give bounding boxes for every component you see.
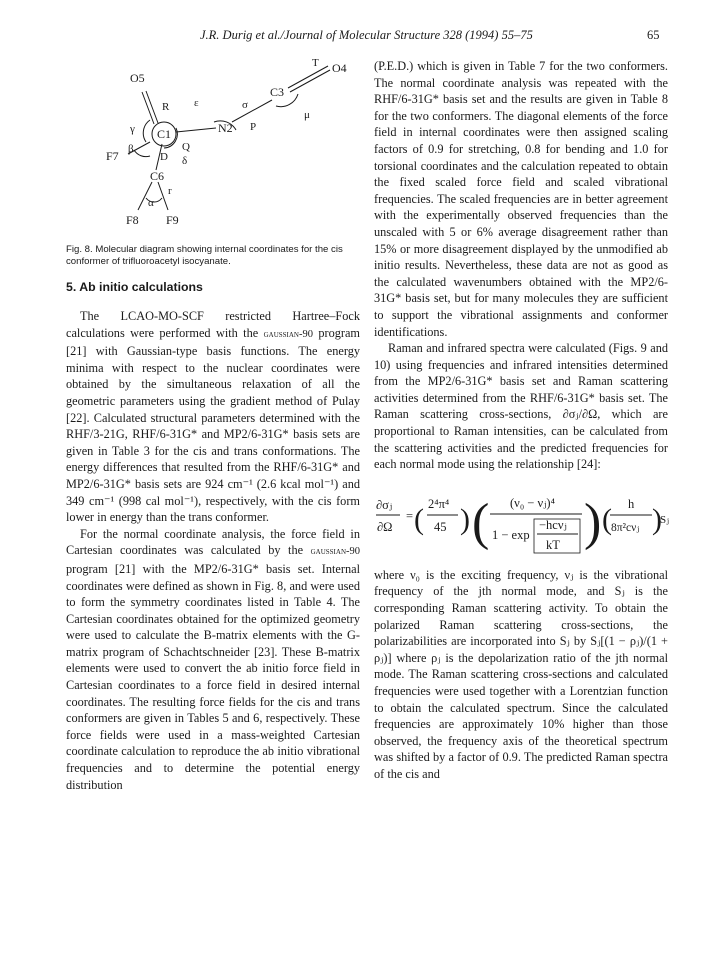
coord-delta: δ	[182, 155, 188, 167]
coord-t: T	[312, 57, 319, 69]
paragraph: where ν₀ is the exciting frequency, νⱼ is the vibrational frequency of the jth normal mode, and Sⱼ is the corresponding Raman scattering activity. To obtain the polarized Raman scattering cross-sections, the polarizabilities are incorporated into Sⱼ by Sⱼ[(1 − ρⱼ)/(1 + ρⱼ)] where ρⱼ is the depolarization ratio of the jth normal mode. The Raman scattering cross-sections and calculated frequencies were used together with a Lorentzian function to obtain the calculated spectrum. Since the calculated frequencies are approximately 10% higher than those observed, the frequency axis of the theoretical spectrum was shifted by a factor of 0.9. The predicted Raman spectra of the cis and	[374, 567, 668, 781]
coord-epsilon: ε	[194, 97, 199, 109]
f2-inner-numerator: −hcνⱼ	[539, 517, 567, 532]
equals-sign: =	[406, 508, 414, 523]
scattering-activity: Sⱼ	[660, 513, 670, 526]
paragraph-text: For the normal coordinate analysis, the force field in Cartesian coordinates was calculated by the	[66, 526, 360, 558]
paren-open-2: (	[472, 493, 490, 551]
bond-c1-n2	[176, 128, 216, 132]
left-column	[66, 58, 360, 793]
paren-close-1: )	[460, 502, 470, 536]
paren-open-1: (	[414, 502, 424, 536]
f3-denominator: 8π²cνⱼ	[611, 521, 640, 534]
bond-c6-f9	[158, 182, 168, 210]
paren-close-3: )	[652, 502, 662, 536]
program-name: gaussian-90	[310, 546, 360, 558]
page-number: 65	[647, 28, 660, 42]
coord-q: Q	[182, 141, 190, 153]
coord-d: D	[160, 151, 168, 163]
paragraph	[66, 526, 360, 794]
section-heading: 5. Ab initio calculations	[66, 280, 203, 294]
atom-o5: O5	[130, 71, 145, 85]
atom-c6: C6	[150, 169, 165, 183]
coord-r-upper: R	[162, 101, 170, 113]
atom-c3: C3	[270, 85, 285, 99]
coord-r: r	[168, 185, 172, 197]
lhs-numerator: ∂σⱼ	[376, 497, 393, 512]
arc-beta	[134, 150, 150, 157]
coord-gamma: γ	[130, 123, 135, 135]
running-head: J.R. Durig et al./Journal of Molecular Structure 328 (1994) 55–75	[200, 28, 533, 42]
atom-f8: F8	[126, 213, 139, 227]
coord-beta: β	[128, 143, 134, 155]
f2-denominator: 1 − exp	[492, 527, 530, 542]
atom-f7: F7	[106, 149, 119, 163]
bond-n2-c3	[232, 100, 272, 122]
coord-mu: μ	[304, 109, 310, 121]
atom-n2: N2	[218, 121, 233, 135]
paragraph: (P.E.D.) which is given in Table 7 for the two conformers. The normal coordinate analysis was repeated with the RHF/6-31G* basis set and the results are given in Table 8 for the two conformers. The diagonal elements of the force field in internal coordinates were then assigned scaling factors of 0.9 for stretching, 0.8 for bending and 1.0 for torsional coordinates and the calculation repeated to obtain the fixed scaled force field and scaled vibrational frequencies. The scaled frequencies are in better agreement with the experimentally observed frequencies than the unscaled with 5 or 6% average disagreement rather than 15% or more disagreement displayed by the unmodified ab initio results. Nevertheless, these data are not as good as the calculated wavenumbers obtained with the MP2/6-31G* basis set, but for many molecules they are sufficient to support the vibrational assignments and conformer identifications.	[374, 59, 668, 339]
atom-c1: C1	[157, 127, 172, 141]
f3-numerator: h	[628, 496, 635, 511]
right-column	[374, 58, 668, 783]
bond-c3-o4	[288, 66, 328, 88]
f2-numerator: (ν₀ − νⱼ)⁴	[510, 495, 555, 510]
paren-close-2: )	[584, 493, 602, 551]
figure-caption: Fig. 8. Molecular diagram showing internal coordinates for the cis conformer of trifluoroacetyl isocyanate.	[66, 244, 343, 267]
figure-8	[66, 58, 360, 238]
f1-denominator: 45	[434, 519, 447, 534]
paren-open-3: (	[602, 502, 612, 536]
paragraph-text: program [21] with the MP2/6-31G* basis set. Internal coordinates were defined as shown in Fig. 8, and were used to form the symmetry coordinates listed in Table 4. The Cartesian coordinates obtained for the optimized geometry were used to calculate the B-matrix elements with the G-matrix program of Schachtschneider [23]. These B-matrix elements were used to convert the ab initio force field in Cartesian coordinates to a force field in desired internal coordinates. The resulting force fields for the cis and trans conformers are given in Tables 5 and 6, respectively. These force fields were used in a mass-weighted Cartesian coordinate calculation to reproduce the ab initio vibrational frequencies and to determine the potential energy distribution	[66, 561, 360, 792]
paragraph	[66, 308, 360, 526]
paragraph: Raman and infrared spectra were calculated (Figs. 9 and 10) using frequencies and infrared intensities determined from the MP2/6-31G* basis set and Raman scattering activities determined from the RHF/6-31G* basis set. The Raman scattering cross-sections, ∂σⱼ/∂Ω, which are proportional to Raman intensities, can be calculated from the scattering activities and the predicted frequencies for each normal mode using the relationship [24]:	[374, 341, 668, 472]
arc-gamma	[143, 120, 150, 142]
raman-equation	[374, 479, 668, 561]
coord-alpha: α	[148, 197, 154, 209]
f1-numerator: 2⁴π⁴	[428, 496, 450, 511]
f2-inner-denominator: kT	[546, 537, 560, 552]
paragraph-text: program [21] with Gaussian-type basis functions. The energy minima with respect to the nuclear coordinates were obtained by the simultaneous relaxation of all the geometric parameters using the gradient method of Pulay [22]. Calculated structural parameters determined with the RHF/3-21G, RHF/6-31G* and MP2/6-31G* basis sets are given in Table 3 for the cis and trans conformations. The energy differences that resulted from the RHF/6-31G* and MP2/6-31G* basis sets are 924 cm⁻¹ (2.6 kcal mol⁻¹) and 349 cm⁻¹ (998 cal mol⁻¹), respectively, with the cis form lower in energy than the trans conformer.	[66, 325, 360, 525]
atom-f9: F9	[166, 213, 179, 227]
coord-p: P	[250, 121, 257, 133]
coord-sigma: σ	[242, 99, 248, 111]
lhs-denominator: ∂Ω	[377, 519, 393, 534]
paragraph-text: The LCAO-MO-SCF restricted Hartree–Fock calculations were performed with the	[66, 309, 360, 340]
bond-c3-o4-double	[290, 70, 330, 92]
equation-svg	[374, 479, 668, 561]
program-name: gaussian-90	[263, 328, 313, 340]
page-header	[0, 28, 720, 48]
molecular-diagram	[66, 58, 360, 238]
atom-o4: O4	[332, 61, 347, 75]
